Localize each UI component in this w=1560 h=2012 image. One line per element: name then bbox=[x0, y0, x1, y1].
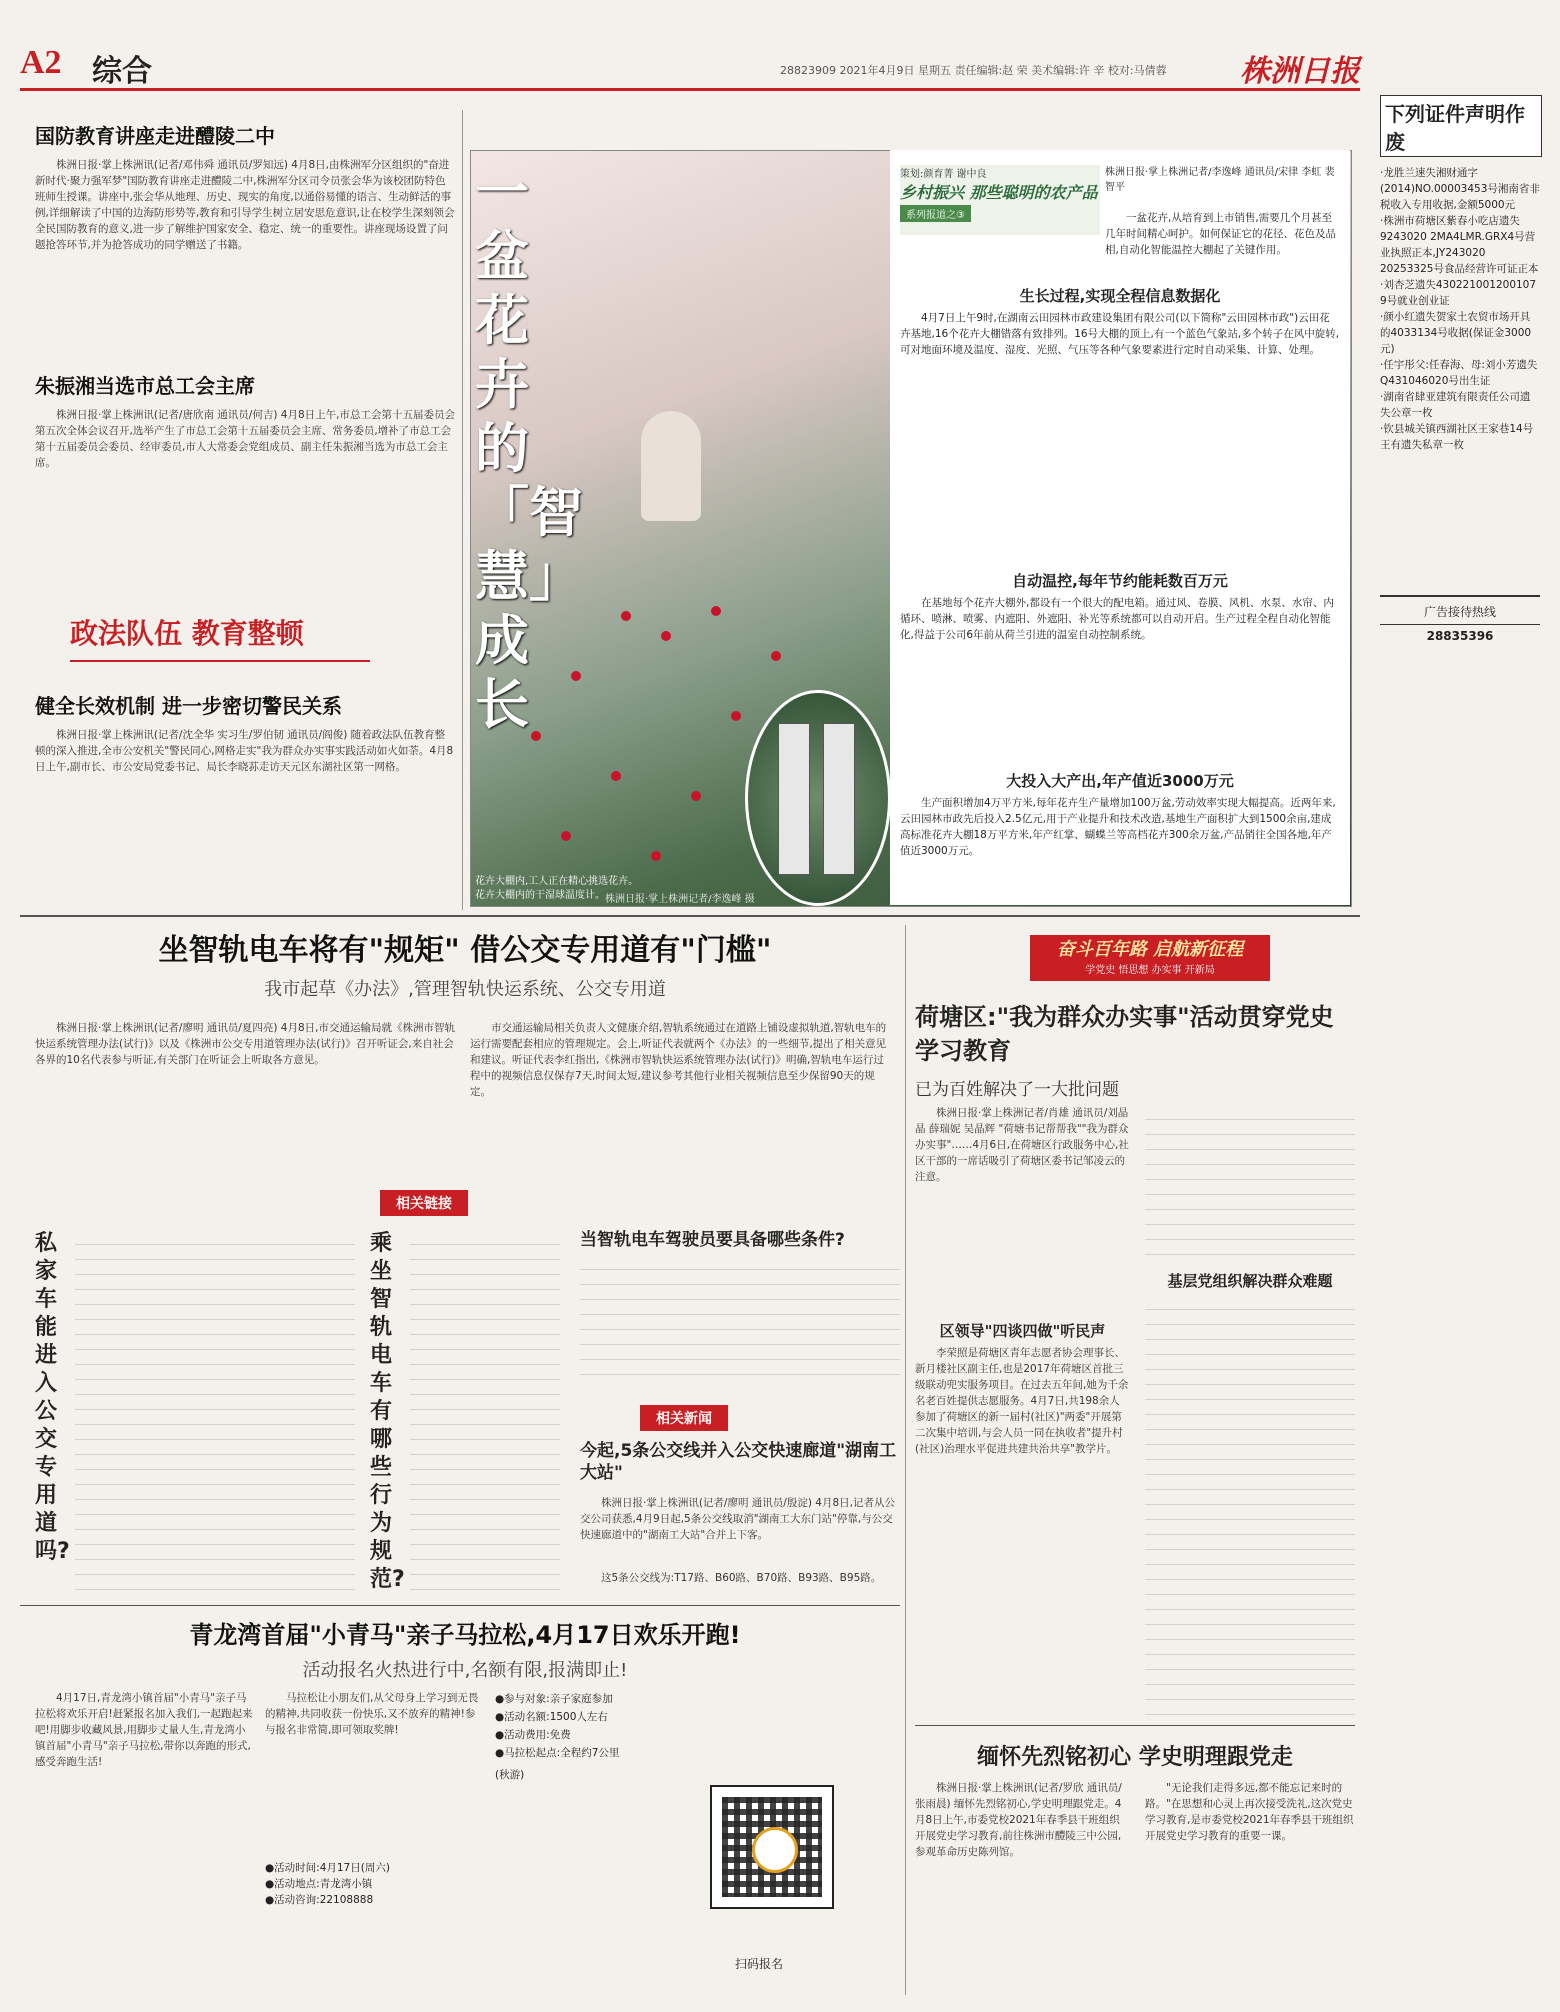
section-divider bbox=[915, 1725, 1355, 1726]
series-sub: 系列报道之③ bbox=[900, 205, 971, 222]
notice-item: ·株洲市荷塘区紫春小吃店遗失9243020 2MA4LMR.GRX4号营业执照正本,JY243020 20253325号食品经营许可证正本 bbox=[1380, 215, 1539, 275]
side-question-2-body bbox=[410, 1230, 560, 1600]
article-title: 健全长效机制 进一步密切警民关系 bbox=[35, 694, 342, 718]
notice-item: ·刘杏芝遗失430221001200107 9号就业创业证 bbox=[1380, 279, 1537, 307]
article-hetang-lead: 株洲日报·掌上株洲记者/肖雄 通讯员/刘晶晶 薛瑞妮 吴晶辉 "荷塘书记帮帮我""我为群众办实事"……4月6日,在荷塘区行政服务中心,社区干部的一席话吸引了荷塘区委书记邹凌云的注意。 bbox=[915, 1107, 1129, 1183]
side-question-2: 乘坐智轨电车有哪些行为规范? bbox=[370, 1231, 405, 1592]
notice-item: ·钦县城关镇西湖社区王家巷14号王有遗失私章一枚 bbox=[1380, 423, 1534, 451]
page-number: A2 bbox=[20, 44, 62, 81]
marathon-fee: ●活动费用:免费 bbox=[495, 1729, 571, 1741]
masthead bbox=[20, 40, 1360, 91]
thermometer-inset-photo bbox=[745, 690, 891, 906]
qr-logo-icon bbox=[752, 1827, 798, 1873]
caption-2: 花卉大棚内的干湿球温度计。 bbox=[475, 890, 605, 901]
campaign-banner bbox=[1030, 935, 1270, 981]
marathon-info-right bbox=[495, 1690, 705, 1784]
article-tram-lead: 株洲日报·掌上株洲讯(记者/廖明 通讯员/夏四亮) 4月8日,市交通运输局就《株洲市智轨快运系统管理办法(试行)》以及《株洲市公交专用道管理办法(试行)》召开听证会,来自社会各界的10名代表参与听证,有关部门在听证会上听取各方意见。 bbox=[35, 1022, 455, 1066]
side-question-1-body bbox=[75, 1230, 355, 1600]
series-title: 乡村振兴 那些聪明的农产品 bbox=[900, 183, 1098, 202]
hero-subhead-1: 生长过程,实现全程信息数据化 bbox=[1019, 287, 1221, 305]
ad-label: 广告接待热线 bbox=[1423, 605, 1496, 619]
article-title: 国防教育讲座走进醴陵二中 bbox=[35, 124, 275, 148]
notice-list bbox=[1380, 165, 1540, 453]
qr-label: 扫码报名 bbox=[735, 1957, 784, 1971]
hero-title: 一盆花卉的「智慧」成长 bbox=[475, 160, 583, 736]
article-hetang-sub1: 区领导"四谈四做"听民声 bbox=[939, 1322, 1106, 1340]
article-body: 株洲日报·掌上株洲讯(记者/沈全华 实习生/罗伯韧 通讯员/阎俊) 随着政法队伍教育整顿的深入推进,全市公安机关"警民同心,网格走实"我为群众办实事实践活动如火如荼。4月8日上午,副市长、市公安局党委书记、局长李晓荪走访天元区东湖社区第一网格。 bbox=[35, 729, 454, 773]
hero-subhead-2: 自动温控,每年节约能耗数百万元 bbox=[1012, 572, 1228, 590]
article-hetang-body: 李荣照是荷塘区青年志愿者协会理事长、新月楼社区副主任,也是2017年荷塘区首批三级联动兜实服务项目。在过去五年间,她为千余名老百姓提供志愿服务。4月7日,共198余人参加了荷塘区的新一届村(社区)"两委"开展第二次集中培训,与会人员一同在执收者"提升村(社区)治理水平促进共建共治共享"教学片。 bbox=[915, 1347, 1129, 1455]
marathon-phone: ●活动咨询:22108888 bbox=[265, 1894, 374, 1906]
column-divider bbox=[462, 110, 463, 910]
notice-item: ·湖南省肆亚建筑有限责任公司遗失公章一枚 bbox=[1380, 391, 1531, 419]
marathon-start: ●马拉松起点:全程约7公里 bbox=[495, 1747, 620, 1759]
series-badge bbox=[900, 165, 1100, 235]
article-hetang-body-col3 bbox=[1145, 1295, 1355, 1715]
series-planner: 策划:颜育菁 谢中良 bbox=[900, 169, 987, 180]
article-martyrs-title: 缅怀先烈铭初心 学史明理跟党走 bbox=[977, 1745, 1293, 1770]
article-police bbox=[35, 690, 455, 775]
section-divider bbox=[20, 915, 1360, 917]
article-bus-title: 今起,5条公交线并入公交快速廊道"湖南工大站" bbox=[580, 1441, 897, 1483]
section-name: 综合 bbox=[92, 54, 152, 89]
hero-body-3: 生产面积增加4万平方米,每年花卉生产量增加100万盆,劳动效率实现大幅提高。近两年来,云田园林市政先后投入2.5亿元,用于产业提升和技术改造,基地生产面积扩大到1500余亩,建成高标准花卉大棚18万平方米,年产红掌、蝴蝶兰等高档花卉300余万盆,产品销往全国各地,年产值近3000万元。 bbox=[900, 797, 1336, 857]
hero-intro: 一盆花卉,从培育到上市销售,需要几个月甚至几年时间精心呵护。如何保证它的花径、花色及品相,自动化智能温控大棚起了关键作用。 bbox=[1105, 212, 1336, 256]
notice-item: ·任宇彤父:任春海、母:刘小芳遗失Q431046020号出生证 bbox=[1380, 359, 1538, 387]
article-hetang-subtitle: 已为百姓解决了一大批问题 bbox=[915, 1080, 1119, 1100]
hero-subhead-3: 大投入大产出,年产值近3000万元 bbox=[1006, 772, 1234, 790]
article-bus-lead: 株洲日报·掌上株洲讯(记者/廖明 通讯员/殷淀) 4月8日,记者从公交公司获悉,4月9日起,5条公交线取消"湖南工大东门站"停靠,与公交快速廊道中的"湖南工大站"合并上下客。 bbox=[580, 1497, 895, 1541]
marathon-source: (秋游) bbox=[495, 1769, 525, 1781]
marathon-title: 青龙湾首届"小青马"亲子马拉松,4月17日欢乐开跑! bbox=[189, 1621, 741, 1649]
article-title: 坐智轨电车将有"规矩" 借公交专用道有"门槛" bbox=[158, 933, 772, 968]
article-body: 株洲日报·掌上株洲讯(记者/邓伟舜 通讯员/罗知远) 4月8日,由株洲军分区组织的"奋进新时代·聚力强军梦"国防教育讲座走进醴陵二中,株洲军分区司令员张会华为该校团防特色班师生授课。讲座中,张会华从地理、历史、现实的角度,以通俗易懂的语言、生动鲜活的事例,详细解读了中国的边海防形势等,教育和引导学生树立居安思危意识,让在校学生深刻领会全民国防教育的意义,进一步了解维护国家安全、稳定、统一的重要性。讲座现场设置了问题抢答环节,并为抢答成功的同学赠送了书籍。 bbox=[35, 159, 455, 251]
marathon-quota: ●活动名额:1500人左右 bbox=[495, 1711, 608, 1723]
issue-meta: 28823909 2021年4月9日 星期五 责任编辑:赵 荣 美术编辑:许 辛 校对:马倩蓉 bbox=[780, 64, 1167, 77]
campaign-banner-sub: 学党史 悟思想 办实事 开新局 bbox=[1085, 965, 1215, 976]
marathon-who: ●参与对象:亲子家庭参加 bbox=[495, 1693, 613, 1705]
article-hetang-sub2: 基层党组织解决群众难题 bbox=[1167, 1272, 1333, 1290]
notice-title: 下列证件声明作废 bbox=[1385, 102, 1525, 154]
notice-item: ·颜小红遗失贺家土农贸市场开具的4033134号收据(保证金3000元) bbox=[1380, 311, 1532, 355]
article-tram bbox=[35, 925, 895, 1001]
article-bus-lines: 这5条公交线为:T17路、B60路、B70路、B93路、B95路。 bbox=[601, 1572, 882, 1584]
photo-credit: 株洲日报·掌上株洲记者/李逸峰 摄 bbox=[605, 894, 755, 905]
article-hetang-title: 荷塘区:"我为群众办实事"活动贯穿党史学习教育 bbox=[915, 1003, 1334, 1065]
campaign-banner-title: 奋斗百年路 启航新征程 bbox=[1056, 939, 1244, 960]
marathon-time: ●活动时间:4月17日(周六) bbox=[265, 1862, 390, 1874]
hero-body-2: 在基地每个花卉大棚外,都设有一个很大的配电箱。通过风、卷膜、风机、水泵、水帘、内循环、喷淋、喷雾、内遮阳、外遮阳、补光等系统都可以自动开启。生产过程全程自动化智能化,得益于公司6年前从荷兰引进的温室自动控制系统。 bbox=[900, 597, 1334, 641]
hero-text-panel bbox=[890, 150, 1350, 905]
feature-banner bbox=[70, 612, 370, 662]
article-hetang-body-col2 bbox=[1145, 1105, 1355, 1265]
article-title: 朱振湘当选市总工会主席 bbox=[35, 374, 255, 398]
marathon-body-1: 4月17日,青龙湾小镇首届"小青马"亲子马拉松将欢乐开启!赶紧报名加入我们,一起跑起来吧!用脚步收藏风景,用脚步丈量人生,青龙湾小镇首届"小青马"亲子马拉松,带你以奔跑的形式,感受奔跑生活! bbox=[35, 1692, 253, 1768]
article-subtitle: 我市起草《办法》,管理智轨快运系统、公交专用道 bbox=[264, 979, 666, 1000]
related-news-tag: 相关新闻 bbox=[640, 1405, 728, 1431]
notice-item: ·龙胜兰速失湘财通字(2014)NO.00003453号湘南省非税收入专用收据,金额5000元 bbox=[1380, 167, 1540, 211]
column-divider bbox=[905, 925, 906, 1995]
marathon-subtitle: 活动报名火热进行中,名额有限,报满即止! bbox=[302, 1660, 628, 1681]
marathon-info-left bbox=[265, 1860, 485, 1908]
article-martyrs-body: "无论我们走得多远,都不能忘记来时的路。"在思想和心灵上再次接受洗礼,这次党史学习教育,是市委党校2021年春季县干班组织开展党史学习教育的重要一课。 bbox=[1145, 1782, 1354, 1842]
related-link-tag: 相关链接 bbox=[380, 1190, 468, 1216]
ad-hotline bbox=[1380, 595, 1540, 643]
caption-1: 花卉大棚内,工人正在精心挑选花卉。 bbox=[475, 876, 639, 887]
article-body: 株洲日报·掌上株洲讯(记者/唐欣南 通讯员/何吉) 4月8日上午,市总工会第十五届委员会第五次全体会议召开,选举产生了市总工会第十五届委员会主席、常务委员,增补了市总工会第十五届委员会委员、经审委员,市人大常委会党组成员、副主任朱振湘当选为市总工会主席。 bbox=[35, 409, 455, 469]
hero-byline: 株洲日报·掌上株洲记者/李逸峰 通讯员/宋律 李虹 裴智平 bbox=[1105, 167, 1335, 193]
side-question-3: 当智轨电车驾驶员要具备哪些条件? bbox=[580, 1230, 845, 1250]
marathon-body-2: 马拉松让小朋友们,从父母身上学习到无畏的精神,共同收获一份快乐,又不放弃的精神!参与报名非常简,即可领取奖牌! bbox=[265, 1692, 479, 1736]
side-question-1: 私家车能进入公交专用道吗? bbox=[35, 1231, 70, 1564]
marathon-qr-code[interactable] bbox=[710, 1785, 834, 1909]
side-question-3-body bbox=[580, 1255, 900, 1375]
worker-figure bbox=[641, 411, 701, 521]
feature-banner-text: 政法队伍 教育整顿 bbox=[70, 617, 304, 650]
marathon-ad bbox=[35, 1615, 895, 1682]
newspaper-logo: 株洲日报 bbox=[1240, 54, 1360, 89]
marathon-place: ●活动地点:青龙湾小镇 bbox=[265, 1878, 373, 1890]
article-defense-edu bbox=[35, 120, 455, 253]
hero-body-1: 4月7日上午9时,在湖南云田园林市政建设集团有限公司(以下简称"云田园林市政")云田花卉基地,16个花卉大棚错落有致排列。16号大棚的顶上,有一个蓝色气象站,多个转子在风中旋转,可对地面环境及温度、湿度、光照、气压等各种气象要素进行定时自动采集、计算、处理。 bbox=[900, 312, 1340, 356]
article-union-chair bbox=[35, 370, 455, 471]
article-martyrs-lead: 株洲日报·掌上株洲讯(记者/罗欣 通讯员/张雨晨) 缅怀先烈铭初心,学史明理跟党走。4月8日上午,市委党校2021年春季县干班组织开展党史学习教育,前往株洲市醴陵三中公园,参观革命历史陈列馆。 bbox=[915, 1782, 1122, 1858]
ad-phone: 28835396 bbox=[1380, 624, 1540, 643]
article-tram-body: 市交通运输局相关负责人文健康介绍,智轨系统通过在道路上铺设虚拟轨道,智轨电车的运行需要配套相应的管理规定。会上,听证代表就两个《办法》的一些细节,提出了相关意见和建议。听证代表李红指出,《株洲市智轨快运系统管理办法(试行)》明确,智轨电车运行过程中的视频信息仅保存7天,时间太短,建议参考其他行业相关视频信息至少保留90天的规定。 bbox=[470, 1022, 887, 1098]
section-divider bbox=[20, 1605, 900, 1606]
